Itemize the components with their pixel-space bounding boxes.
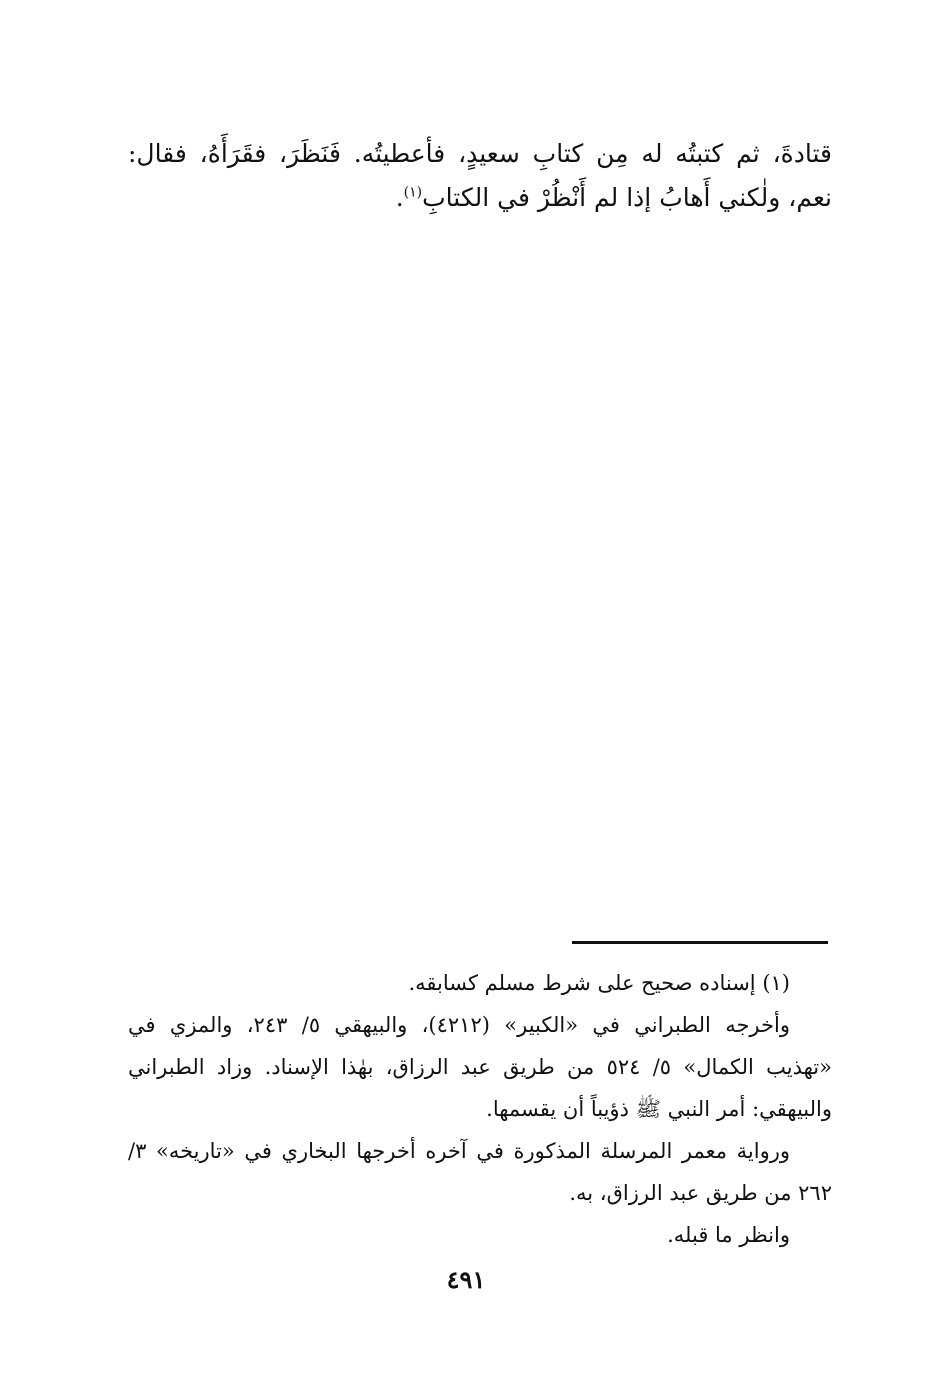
footnote-separator — [572, 941, 828, 944]
footnotes-block — [128, 962, 832, 1256]
footnote-1-intro: (١) إسناده صحيح على شرط مسلم كسابقه. — [408, 971, 790, 995]
footnote-1-paragraph-3: ورواية معمر المرسلة المذكورة في آخره أخرجها البخاري في «تاريخه» ٣/ ٢٦٢ من طريق عبد الرزاق، به. — [128, 1139, 832, 1205]
footnote-1-paragraph-4: وانظر ما قبله. — [667, 1223, 790, 1247]
main-text-line-2: ولٰكني أَهابُ إذا لم أَنْظُرْ في الكتابِ — [422, 183, 781, 212]
footnote-1-paragraph-2: وأخرجه الطبراني في «الكبير» (٤٢١٢)، والبيهقي ٥/ ٢٤٣، والمزي في «تهذيب الكمال» ٥/ ٥٢٤ من طريق عبد الرزاق، بهٰذا الإسناد. وزاد الطبراني والبيهقي: أمر النبي ﷺ ذؤيباً أن يقسمها. — [128, 1013, 832, 1121]
footnote-reference[interactable]: (١) — [403, 184, 423, 201]
page-number: ٤٩١ — [446, 1265, 486, 1294]
main-text-block — [128, 132, 832, 220]
main-text-paragraph — [128, 132, 832, 220]
main-text-line-2-end: . — [395, 183, 404, 212]
main-text-line-1: قتادةَ، ثم كتبتُه له مِن كتابِ سعيدٍ، فأعطيتُه. فَنَظَرَ، فقَرَأَهُ، فقال: نعم، — [128, 139, 832, 212]
